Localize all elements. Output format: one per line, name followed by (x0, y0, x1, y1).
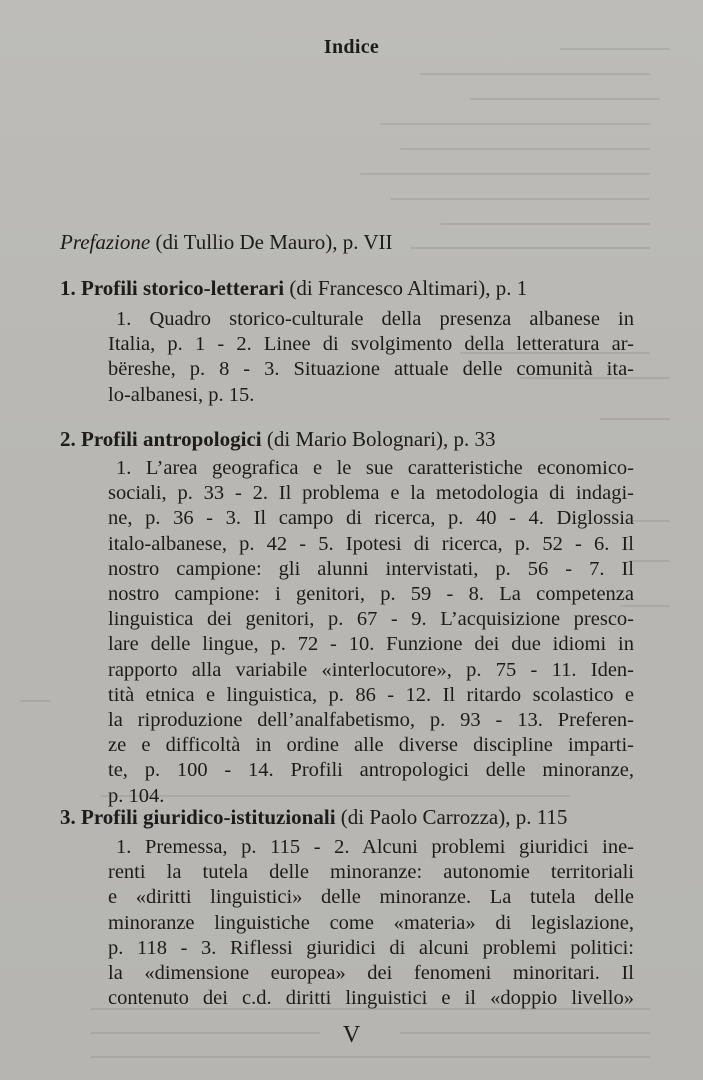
content-line: contenuto dei c.d. diritti linguistici e il «doppio livello» (108, 987, 634, 1010)
content-line: e «diritti linguistici» delle minoranze. La tutela delle (108, 886, 634, 909)
content-line: lo-albanesi, p. 15. (108, 383, 255, 406)
preface-label: Prefazione (60, 230, 151, 254)
content-line: bëreshe, p. 8 - 3. Situazione attuale delle comunità ita- (108, 358, 634, 381)
preface-entry (60, 230, 393, 255)
page-number: V (342, 1022, 361, 1048)
content-line: nostro campione: i genitori, p. 59 - 8. La competenza (108, 583, 634, 606)
section-2-contents (108, 456, 634, 809)
content-line: 1. Premessa, p. 115 - 2. Alcuni problemi giuridici ine- (116, 836, 634, 858)
section-2-title: Profili antropologici (81, 427, 262, 451)
content-line: 1. Quadro storico-culturale della presenza albanese in (116, 308, 634, 330)
content-line: Italia, p. 1 - 2. Linee di svolgimento della letteratura ar- (108, 333, 634, 356)
section-1-author-ref: (di Francesco Altimari), p. 1 (284, 276, 528, 300)
content-line: italo-albanese, p. 42 - 5. Ipotesi di ricerca, p. 52 - 6. Il (108, 532, 634, 555)
section-1-contents (108, 307, 634, 408)
content-line: linguistica dei genitori, p. 67 - 9. L’acquisizione presco- (108, 608, 634, 631)
section-2-number: 2. (60, 427, 76, 451)
content-line: renti la tutela delle minoranze: autonomie territoriali (108, 861, 634, 884)
section-3-heading (60, 805, 567, 830)
content-line: te, p. 100 - 14. Profili antropologici delle minoranze, (108, 759, 634, 782)
section-2-author-ref: (di Mario Bolognari), p. 33 (261, 427, 496, 451)
section-1-title: Profili storico-letterari (81, 276, 285, 300)
content-line: p. 118 - 3. Riflessi giuridici di alcuni problemi politici: (108, 936, 634, 959)
section-1-heading (60, 276, 527, 301)
content-line: sociali, p. 33 - 2. Il problema e la metodologia di indagi- (108, 482, 634, 505)
content-line: minoranze linguistiche come «materia» di legislazione, (108, 911, 634, 934)
section-3-title: Profili giuridico-istituzionali (81, 805, 336, 829)
section-3-author-ref: (di Paolo Carrozza), p. 115 (335, 805, 568, 829)
content-line: la «dimensione europea» dei fenomeni minoritari. Il (108, 962, 634, 985)
content-line: ne, p. 36 - 3. Il campo di ricerca, p. 40 - 4. Diglossia (108, 507, 634, 530)
content-line: p. 104. (108, 784, 165, 807)
page-title: Indice (323, 36, 380, 58)
content-line: 1. L’area geografica e le sue caratteristiche economico- (116, 457, 634, 479)
section-2-heading (60, 427, 496, 452)
section-1-number: 1. (60, 276, 76, 300)
section-3-contents (108, 835, 634, 1011)
content-line: nostro campione: gli alunni intervistati, p. 56 - 7. Il (108, 557, 634, 580)
content-line: la riproduzione dell’analfabetismo, p. 93 - 13. Preferen- (108, 709, 634, 732)
content-line: ze e difficoltà in ordine alle diverse discipline imparti- (108, 734, 634, 757)
content-line: tità etnica e linguistica, p. 86 - 12. Il ritardo scolastico e (108, 683, 634, 706)
section-3-number: 3. (60, 805, 76, 829)
content-line: rapporto alla variabile «interlocutore», p. 75 - 11. Iden- (108, 658, 634, 681)
preface-author-ref: (di Tullio De Mauro), p. VII (150, 230, 393, 254)
content-line: lare delle lingue, p. 72 - 10. Funzione dei due idiomi in (108, 633, 634, 656)
